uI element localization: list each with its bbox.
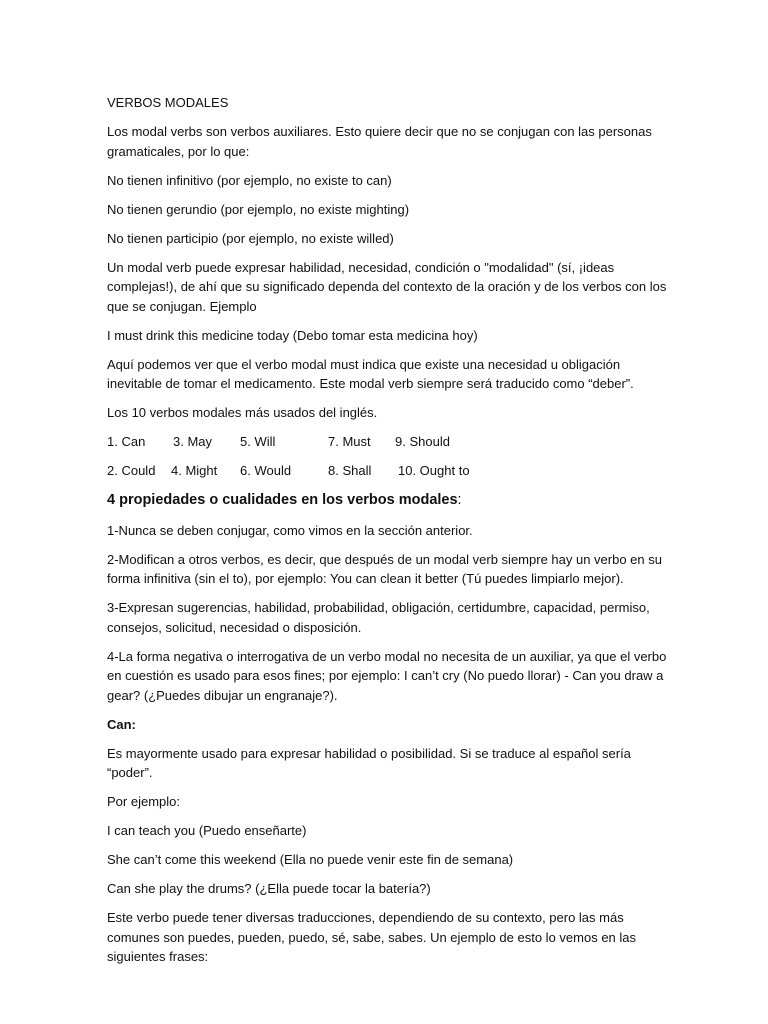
propiedades-heading — [107, 490, 667, 511]
can-description: Es mayormente usado para expresar habilidad o posibilidad. Si se traduce al español sería “poder”. — [107, 745, 631, 780]
no-participio-line: No tienen participio (por ejemplo, no existe willed) — [107, 230, 394, 246]
verb-item: 10. Ought to — [398, 463, 470, 478]
propiedad-4: 4-La forma negativa o interrogativa de un verbo modal no necesita de un auxiliar, ya que el verbo en cuestión es usado para esos fines; por ejemplo: I can’t cry (No puedo llorar) - Can you draw a gear? (¿Puedes dibujar un engranaje?). — [107, 648, 667, 703]
verb-item: 7. Must — [328, 434, 371, 449]
can-example-1: I can teach you (Puedo enseñarte) — [107, 823, 307, 838]
intro-paragraph: Los modal verbs son verbos auxiliares. Esto quiere decir que no se conjugan con las personas gramaticales, por lo que: — [107, 124, 652, 159]
verb-item: 4. Might — [171, 463, 218, 478]
can-example-2: She can’t come this weekend (Ella no puede venir este fin de semana) — [107, 852, 514, 867]
verb-list-row-2 — [107, 461, 667, 481]
top10-intro-line: Los 10 verbos modales más usados del inglés. — [107, 405, 378, 420]
verb-item: 9. Should — [395, 434, 450, 449]
verb-item: 6. Would — [240, 463, 292, 478]
must-explanation-paragraph: Aquí podemos ver que el verbo modal must indica que existe una necesidad u obligación inevitable de tomar el medicamento. Este modal verb siempre será traducido como “deber”. — [107, 356, 634, 391]
must-example-line: I must drink this medicine today (Debo tomar esta medicina hoy) — [107, 327, 478, 343]
verb-item: 3. May — [173, 434, 213, 449]
propiedad-2: 2-Modifican a otros verbos, es decir, que después de un modal verb siempre hay un verbo en su forma infinitiva (sin el to), por ejemplo: You can clean it better (Tú puedes limpiarlo mejor). — [107, 551, 662, 586]
document-title: VERBOS MODALES — [107, 95, 229, 110]
can-example-3: Can she play the drums? (¿Ella puede tocar la batería?) — [107, 881, 431, 896]
propiedad-1: 1-Nunca se deben conjugar, como vimos en la sección anterior. — [107, 522, 473, 538]
propiedades-heading-text: 4 propiedades o cualidades en los verbos modales — [107, 492, 458, 508]
document-page — [107, 93, 667, 976]
modal-expresa-paragraph: Un modal verb puede expresar habilidad, necesidad, condición o "modalidad" (sí, ¡ideas complejas!), de ahí que su significado dependa del contexto de la oración y de los verbos con los que se conjugan. Ejemplo — [107, 259, 667, 314]
no-gerundio-line: No tienen gerundio (por ejemplo, no existe mighting) — [107, 201, 410, 217]
can-heading: Can: — [107, 716, 136, 732]
no-infinitivo-line: No tienen infinitivo (por ejemplo, no existe to can) — [107, 172, 392, 188]
verb-item: 8. Shall — [328, 463, 372, 478]
verb-item: 5. Will — [240, 434, 276, 449]
verb-item: 1. Can — [107, 434, 146, 449]
verb-list-row-1 — [107, 432, 667, 452]
propiedades-heading-colon: : — [457, 492, 462, 508]
can-traducciones-paragraph: Este verbo puede tener diversas traducciones, dependiendo de su contexto, pero las más comunes son puedes, pueden, puedo, sé, sabe, sabes. Un ejemplo de esto lo vemos en las siguientes frases: — [107, 910, 637, 964]
por-ejemplo-line: Por ejemplo: — [107, 794, 180, 809]
propiedad-3: 3-Expresan sugerencias, habilidad, probabilidad, obligación, certidumbre, capacidad, permiso, consejos, solicitud, necesidad o disposición. — [107, 600, 650, 635]
verb-item: 2. Could — [107, 463, 156, 478]
